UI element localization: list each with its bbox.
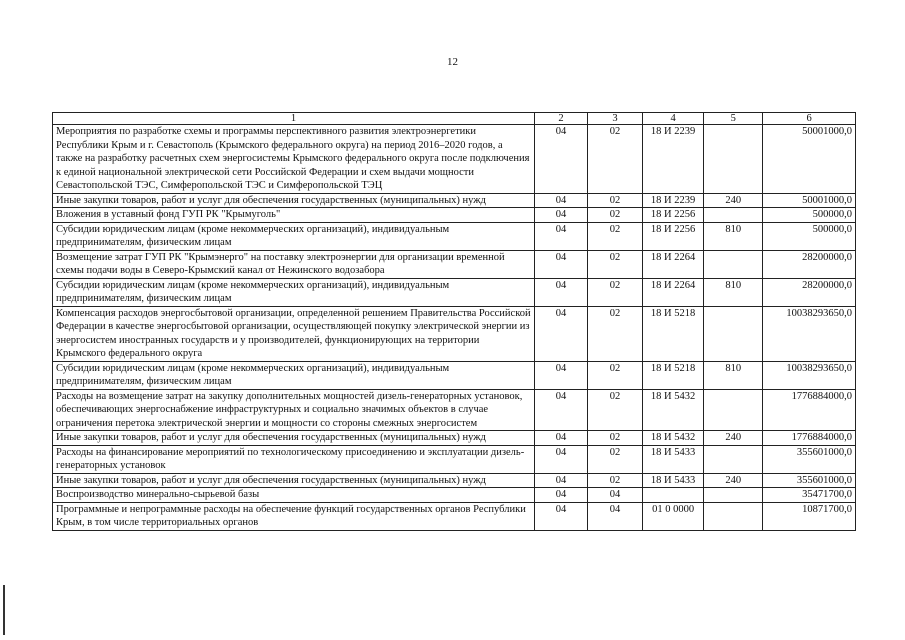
table-row (53, 488, 856, 503)
section-code: 04 (535, 445, 588, 473)
budget-table (52, 112, 856, 531)
expense-type-code (704, 125, 763, 194)
table-row (53, 473, 856, 488)
section-code: 04 (535, 193, 588, 208)
section-code: 04 (535, 361, 588, 389)
table-row (53, 278, 856, 306)
subsection-code: 02 (587, 361, 642, 389)
section-code: 04 (535, 278, 588, 306)
table-row (53, 222, 856, 250)
expense-type-code: 810 (704, 278, 763, 306)
amount-value: 50001000,0 (763, 193, 856, 208)
subsection-code: 04 (587, 502, 642, 530)
expense-type-code (704, 488, 763, 503)
line-item-name: Расходы на финансирование мероприятий по технологическому присоединению и эксплуатации дизель-генераторных установок (53, 445, 535, 473)
section-code: 04 (535, 208, 588, 223)
amount-value: 1776884000,0 (763, 431, 856, 446)
expense-type-code: 810 (704, 361, 763, 389)
table-header-row (53, 113, 856, 125)
section-code: 04 (535, 473, 588, 488)
target-article-code: 18 И 5432 (643, 431, 704, 446)
section-code: 04 (535, 431, 588, 446)
table-row (53, 361, 856, 389)
line-item-name: Иные закупки товаров, работ и услуг для обеспечения государственных (муниципальных) нужд (53, 193, 535, 208)
subsection-code: 02 (587, 250, 642, 278)
line-item-name: Иные закупки товаров, работ и услуг для обеспечения государственных (муниципальных) нужд (53, 473, 535, 488)
table-row (53, 193, 856, 208)
subsection-code: 02 (587, 222, 642, 250)
expense-type-code: 810 (704, 222, 763, 250)
line-item-name: Компенсация расходов энергосбытовой организации, определенной решением Правительства Российской Федерации в качестве энергосбытовой организации, осуществляющей покупку электрической энергии из энергосистем иностранных государств и у производителей, функционирующих на территории Крымского федерального округа (53, 306, 535, 361)
target-article-code: 18 И 5432 (643, 389, 704, 431)
line-item-name: Субсидии юридическим лицам (кроме некоммерческих организаций), индивидуальным предпринимателям, физическим лицам (53, 278, 535, 306)
amount-value: 1776884000,0 (763, 389, 856, 431)
target-article-code (643, 488, 704, 503)
target-article-code: 18 И 2256 (643, 222, 704, 250)
column-header-2: 2 (535, 113, 588, 125)
table-row (53, 389, 856, 431)
subsection-code: 02 (587, 445, 642, 473)
amount-value: 28200000,0 (763, 278, 856, 306)
expense-type-code (704, 306, 763, 361)
subsection-code: 02 (587, 473, 642, 488)
expense-type-code (704, 502, 763, 530)
column-header-6: 6 (763, 113, 856, 125)
section-code: 04 (535, 488, 588, 503)
target-article-code: 18 И 5218 (643, 361, 704, 389)
amount-value: 10871700,0 (763, 502, 856, 530)
expense-type-code (704, 208, 763, 223)
line-item-name: Воспроизводство минерально-сырьевой базы (53, 488, 535, 503)
line-item-name: Возмещение затрат ГУП РК "Крымэнерго" на поставку электроэнергии для организации временной схемы подачи воды в Северо-Крымский канал от Нежинского водозабора (53, 250, 535, 278)
amount-value: 10038293650,0 (763, 306, 856, 361)
expense-type-code (704, 250, 763, 278)
line-item-name: Расходы на возмещение затрат на закупку дополнительных мощностей дизель-генераторных установок, обеспечивающих энергоснабжение инфраструктурных и социально значимых объектов в случае ограничения перетока электрической энергии и мощности со стороны смежных энергосистем (53, 389, 535, 431)
expense-type-code: 240 (704, 193, 763, 208)
section-code: 04 (535, 125, 588, 194)
table-row (53, 502, 856, 530)
section-code: 04 (535, 250, 588, 278)
target-article-code: 18 И 2239 (643, 125, 704, 194)
amount-value: 355601000,0 (763, 445, 856, 473)
section-code: 04 (535, 306, 588, 361)
table-row (53, 445, 856, 473)
line-item-name: Вложения в уставный фонд ГУП РК "Крымуголь" (53, 208, 535, 223)
expense-type-code: 240 (704, 431, 763, 446)
amount-value: 50001000,0 (763, 125, 856, 194)
subsection-code: 02 (587, 431, 642, 446)
target-article-code: 18 И 2264 (643, 278, 704, 306)
section-code: 04 (535, 389, 588, 431)
line-item-name: Программные и непрограммные расходы на обеспечение функций государственных органов Республики Крым, в том числе территориальных органов (53, 502, 535, 530)
table-row (53, 208, 856, 223)
table-row (53, 306, 856, 361)
target-article-code: 18 И 5433 (643, 445, 704, 473)
target-article-code: 18 И 2239 (643, 193, 704, 208)
column-header-3: 3 (587, 113, 642, 125)
target-article-code: 18 И 2264 (643, 250, 704, 278)
subsection-code: 04 (587, 488, 642, 503)
table-row (53, 250, 856, 278)
target-article-code: 01 0 0000 (643, 502, 704, 530)
column-header-5: 5 (704, 113, 763, 125)
subsection-code: 02 (587, 306, 642, 361)
line-item-name: Мероприятия по разработке схемы и программы перспективного развития электроэнергетики Республики Крым и г. Севастополь (Крымского федерального округа) на период 2016–2020 годов, а также на разработку расчетных схем энергосистемы Крымского федерального округа после подключения к единой национальной электрической сети Российской Федерации и схем выдачи мощности Севастопольской ТЭС, Симферопольской ТЭС и Симферопольской ТЭЦ (53, 125, 535, 194)
target-article-code: 18 И 5218 (643, 306, 704, 361)
scan-margin-mark (3, 585, 5, 635)
amount-value: 500000,0 (763, 208, 856, 223)
column-header-4: 4 (643, 113, 704, 125)
section-code: 04 (535, 502, 588, 530)
line-item-name: Субсидии юридическим лицам (кроме некоммерческих организаций), индивидуальным предпринимателям, физическим лицам (53, 222, 535, 250)
subsection-code: 02 (587, 125, 642, 194)
expense-type-code: 240 (704, 473, 763, 488)
amount-value: 500000,0 (763, 222, 856, 250)
section-code: 04 (535, 222, 588, 250)
amount-value: 28200000,0 (763, 250, 856, 278)
subsection-code: 02 (587, 278, 642, 306)
expense-type-code (704, 389, 763, 431)
table-row (53, 125, 856, 194)
amount-value: 10038293650,0 (763, 361, 856, 389)
target-article-code: 18 И 2256 (643, 208, 704, 223)
table-row (53, 431, 856, 446)
page-number: 12 (447, 56, 458, 68)
subsection-code: 02 (587, 208, 642, 223)
expense-type-code (704, 445, 763, 473)
amount-value: 355601000,0 (763, 473, 856, 488)
target-article-code: 18 И 5433 (643, 473, 704, 488)
line-item-name: Субсидии юридическим лицам (кроме некоммерческих организаций), индивидуальным предпринимателям, физическим лицам (53, 361, 535, 389)
subsection-code: 02 (587, 389, 642, 431)
line-item-name: Иные закупки товаров, работ и услуг для обеспечения государственных (муниципальных) нужд (53, 431, 535, 446)
column-header-1: 1 (53, 113, 535, 125)
subsection-code: 02 (587, 193, 642, 208)
amount-value: 35471700,0 (763, 488, 856, 503)
